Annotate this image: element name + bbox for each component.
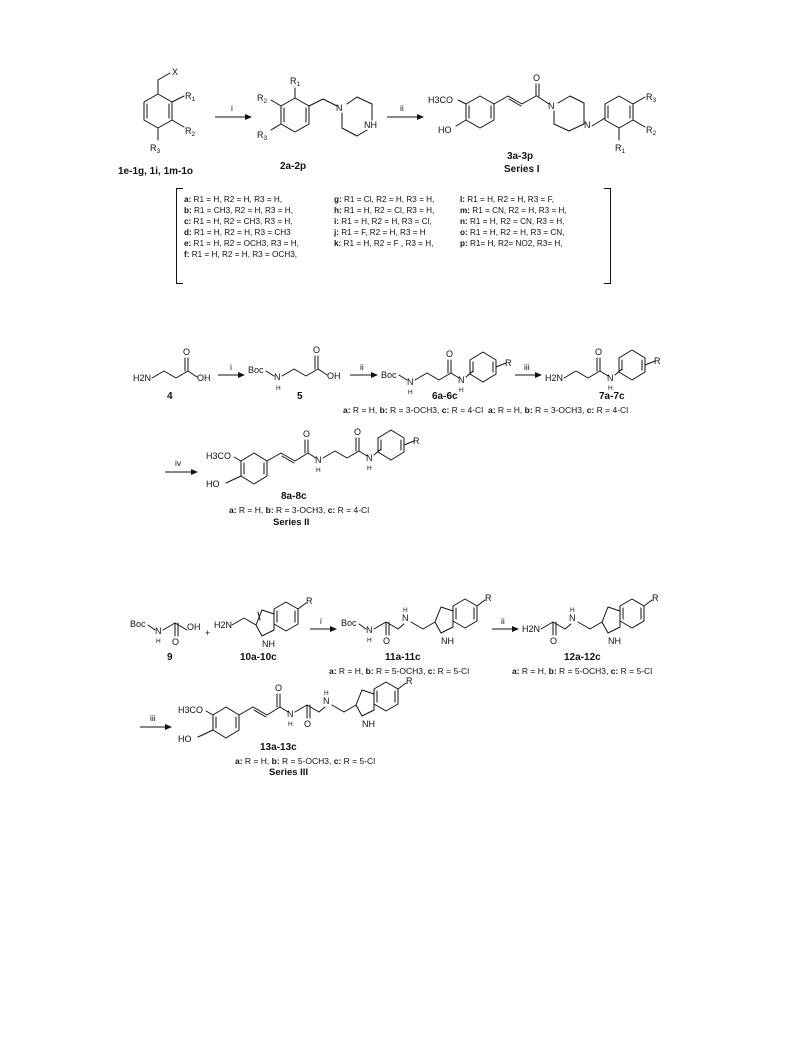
n-label-11b: N (402, 613, 409, 623)
arrow-2-iii (515, 362, 542, 378)
compound-7-amine-amide (545, 347, 661, 402)
compound-6-boc-amide (381, 349, 512, 402)
substituent-value: R1 = H, R2 = CH3, R3 = H, (191, 217, 293, 226)
substituent-value: R1 = H, R2 = H, R3 = CH3 (191, 228, 291, 237)
step-2iii-label: iii (524, 362, 530, 372)
arrow-3-iii (140, 713, 172, 730)
compound-label-3: 3a-3p (507, 151, 534, 162)
o-label-13a: O (275, 683, 283, 693)
h2n-label-7: H2N (545, 373, 564, 383)
piperazine-n-2: N (584, 120, 591, 130)
nh-label-6b: N (458, 375, 465, 385)
substituent-value: R1 = Cl, R2 = H, R3 = H, (341, 195, 435, 204)
note-8a-8c: a: R = H, b: R = 3-OCH3, c: R = 4-Cl (229, 505, 370, 515)
substituent-row (184, 194, 299, 205)
r-label-8: R (413, 436, 420, 446)
nh-label-13: NH (362, 719, 375, 729)
o-label-6: O (446, 349, 454, 359)
substituent-key: e: (184, 239, 192, 248)
substituent-key: k: (334, 239, 342, 248)
r2-label-2: $R_2$ (257, 93, 268, 105)
substituent-row (460, 194, 567, 205)
nh-h-label: H (276, 385, 281, 392)
compound-label-7: 7a-7c (599, 391, 625, 402)
r2-label: $R_2$ (185, 126, 196, 138)
r3-label-2: $R_3$ (257, 130, 268, 142)
substituent-value: R1 = H, R2 = Cl, R3 = H, (341, 206, 435, 215)
n-label-8b: N (366, 453, 373, 463)
o-label-12: O (550, 636, 558, 646)
compound-label-5: 5 (297, 391, 303, 402)
scheme-1 (118, 67, 657, 177)
substituent-value: R1 = H, R2 = H, R3 = F, (465, 195, 554, 204)
arrow-2-ii (350, 362, 378, 378)
step-ii-label: ii (400, 103, 404, 113)
r-label-13: R (406, 676, 413, 686)
arrow-3-ii (492, 616, 519, 632)
r2-label-3: $R_2$ (646, 125, 657, 137)
substituent-row (460, 238, 567, 249)
product-series-1 (428, 73, 657, 175)
compound-4-beta-alanine (133, 347, 211, 402)
o-label: O (183, 347, 191, 357)
compound-label-9: 9 (167, 652, 173, 663)
substituent-key: b: (184, 206, 192, 215)
substituent-column-2 (334, 194, 434, 249)
h-label-12: H (570, 607, 575, 614)
substituent-row (334, 194, 434, 205)
substituent-key: d: (184, 228, 192, 237)
compound-label-2: 2a-2p (280, 161, 307, 172)
n-label-9: N (155, 626, 162, 636)
substituent-value: R1 = H, R2 = H, R3 = CN, (467, 228, 565, 237)
note-11a-11c: a: R = H, b: R = 5-OCH3, c: R = 5-Cl (329, 666, 470, 676)
boc-label-9: Boc (130, 619, 146, 629)
compound-label-11: 11a-11c (385, 652, 421, 663)
substituent-key: h: (334, 206, 342, 215)
h-label-6a: H (408, 389, 413, 396)
h-label-13a: H (288, 721, 293, 728)
substituent-column-1 (184, 194, 299, 260)
substituent-key: p: (460, 239, 468, 248)
compound-13-series-3 (178, 676, 413, 753)
compound-label-6: 6a-6c (432, 391, 458, 402)
note-7a-7c: a: R = H, b: R = 3-OCH3, c: R = 4-Cl (488, 405, 629, 415)
n-label-12: N (569, 613, 576, 623)
nh-label-11: NH (441, 636, 454, 646)
step-2i-label: i (230, 362, 232, 372)
substituent-value: R1 = H, R2 = CN, R3 = H, (467, 217, 565, 226)
compound-label-13: 13a-13c (260, 742, 297, 753)
substituent-value: R1 = H, R2 = H, R3 = OCH3, (189, 250, 298, 259)
substituent-row (460, 227, 567, 238)
h-label-9: H (156, 638, 161, 645)
compound-12-gly-tryptamide (522, 593, 659, 663)
substituent-table (180, 194, 610, 286)
piperazine-n: N (336, 103, 343, 113)
note-13a-13c: a: R = H, b: R = 5-OCH3, c: R = 5-Cl (235, 756, 376, 766)
h-label-11b: H (403, 607, 408, 614)
substituent-column-3 (460, 194, 567, 249)
r-label-10: R (306, 596, 313, 606)
o-label-5: O (313, 345, 321, 355)
n-label-13a: N (287, 709, 294, 719)
substituent-key: m: (460, 206, 471, 215)
compound-label-12: 12a-12c (564, 652, 601, 663)
plus-sign: + (205, 628, 211, 638)
hydroxy-label-8: HO (206, 479, 220, 489)
arrow-2-iv (165, 458, 198, 475)
r-label-6: R (505, 358, 512, 368)
o-label-11: O (383, 636, 391, 646)
n-label-8a: N (315, 455, 322, 465)
substituent-row (334, 227, 434, 238)
step-3ii-label: ii (501, 616, 505, 626)
r-label-7: R (654, 356, 661, 366)
substituent-row (184, 216, 299, 227)
o-label-13b: O (304, 719, 312, 729)
substituent-key: g: (334, 195, 342, 204)
h-label-7: H (608, 385, 613, 392)
substituent-key: l: (460, 195, 466, 204)
compound-10-tryptamine (214, 596, 313, 663)
boc-label-6: Boc (381, 370, 397, 380)
hydroxy-label: HO (438, 125, 452, 135)
oh-label: OH (197, 373, 211, 383)
substituent-row (334, 238, 434, 249)
o-label-8a: O (303, 429, 311, 439)
substituent-row (334, 216, 434, 227)
substituent-key: c: (184, 217, 192, 226)
h2n-label-10: H2N (214, 620, 233, 630)
o-label-9: O (172, 637, 180, 647)
step-3i-label: i (320, 616, 322, 626)
n-label-11a: N (366, 625, 373, 635)
compound-11-boc-gly-tryptamide (341, 593, 492, 663)
substituent-value: R1 = CH3, R2 = H, R3 = H, (191, 206, 293, 215)
substituent-key: j: (334, 228, 340, 237)
nh-label-6a: N (407, 377, 414, 387)
nh-label-7: N (607, 373, 614, 383)
compound-label-8: 8a-8c (281, 491, 307, 502)
substituent-key: a: (184, 195, 192, 204)
substituent-value: R1 = H, R2 = F , R3 = H, (341, 239, 434, 248)
hydroxy-label-13: HO (178, 734, 192, 744)
substituent-value: R1 = H, R2 = H, R3 = H, (191, 195, 283, 204)
amide-n: N (548, 101, 555, 111)
methoxy-label-8: H3CO (206, 451, 232, 461)
substituent-row (184, 205, 299, 216)
h-label-13b: H (324, 690, 329, 697)
substituent-row (184, 249, 299, 260)
h-label-8a: H (316, 467, 321, 474)
substituent-key: f: (184, 250, 190, 259)
arrow-step-ii (387, 103, 424, 120)
step-2iv-label: iv (175, 458, 182, 468)
compound-5-boc-beta-alanine (248, 345, 341, 402)
boc-label: Boc (248, 365, 264, 375)
intermediate-benzylpiperazine (257, 76, 377, 172)
arrow-3-i (310, 616, 337, 632)
r1-label-2: $R_1$ (290, 76, 301, 88)
nh-label-10: NH (262, 639, 275, 649)
arrow-2-i (218, 362, 245, 378)
piperazine-nh: NH (364, 120, 377, 130)
h-label-6b: H (459, 387, 464, 394)
substituent-key: i: (334, 217, 340, 226)
scheme-2 (133, 345, 661, 502)
substituent-row (334, 205, 434, 216)
note-6a-6c: a: R = H, b: R = 3-OCH3, c: R = 4-Cl (343, 405, 484, 415)
start-material-benzyl-halide (118, 67, 196, 177)
oh-label-9: OH (187, 622, 201, 632)
halide-x-label: X (172, 67, 179, 77)
substituent-row (184, 227, 299, 238)
series-2-label: Series II (273, 517, 310, 528)
series-1-label: Series I (504, 164, 540, 175)
compound-label-10: 10a-10c (240, 652, 277, 663)
substituent-value: R1 = H, R2 = OCH3, R3 = H, (191, 239, 299, 248)
nh-label-12: NH (608, 636, 621, 646)
step-2ii-label: ii (360, 362, 364, 372)
n-label-13b: N (323, 696, 330, 706)
h2n-label: H2N (133, 373, 152, 383)
r-label-12: R (652, 593, 659, 603)
substituent-value: R1 = F, R2 = H, R3 = H (339, 228, 426, 237)
methoxy-label: H3CO (428, 95, 454, 105)
substituent-value: R1= H, R2= NO2, R3= H, (467, 239, 563, 248)
r3-label: $R_3$ (150, 143, 161, 155)
note-12a-12c: a: R = H, b: R = 5-OCH3, c: R = 5-Cl (512, 666, 653, 676)
r3-label-3: $R_3$ (646, 92, 657, 104)
oh-label-5: OH (327, 371, 341, 381)
substituent-key: n: (460, 217, 468, 226)
step-i-label: i (231, 103, 233, 113)
substituent-value: R1 = CN, R2 = H, R3 = H, (470, 206, 567, 215)
h2n-label-12: H2N (522, 624, 541, 634)
series-3-label: Series III (269, 767, 309, 778)
compound-8-series-2 (206, 427, 420, 502)
substituent-row (460, 205, 567, 216)
compound-label-1: 1e-1g, 1i, 1m-1o (118, 166, 194, 177)
h-label-11a: H (367, 637, 372, 644)
substituent-row (184, 238, 299, 249)
compound-9-boc-glycine (130, 619, 210, 663)
substituent-row (460, 216, 567, 227)
carbonyl-o: O (533, 73, 541, 83)
methoxy-label-13: H3CO (178, 705, 204, 715)
o-label-7: O (595, 347, 603, 357)
compound-label-4: 4 (167, 391, 173, 402)
substituent-key: o: (460, 228, 468, 237)
boc-label-11: Boc (341, 618, 357, 628)
nh-n-label: N (274, 372, 281, 382)
r1-label-3: $R_1$ (615, 143, 626, 155)
r1-label: $R_1$ (185, 91, 196, 103)
substituent-value: R1 = H, R2 = H, R3 = Cl, (339, 217, 432, 226)
step-3iii-label: iii (150, 713, 156, 723)
r-label-11: R (485, 593, 492, 603)
h-label-8b: H (367, 465, 372, 472)
o-label-8b: O (354, 427, 362, 437)
arrow-step-i (215, 103, 252, 120)
